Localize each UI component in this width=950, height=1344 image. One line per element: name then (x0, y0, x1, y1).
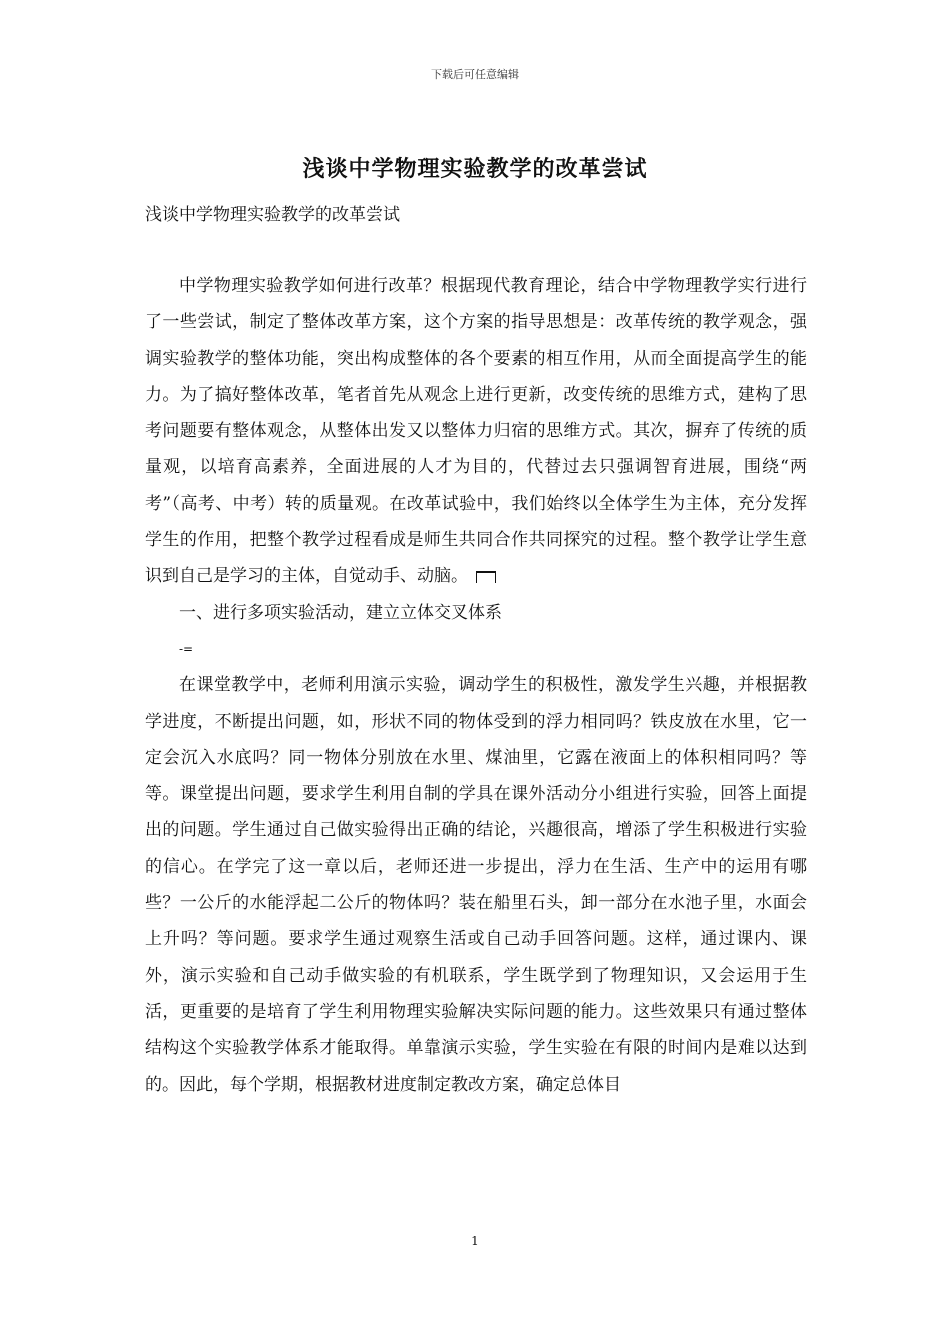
document-body (145, 268, 807, 1103)
paragraph-classroom: 在课堂教学中，老师利用演示实验，调动学生的积极性，激发学生兴趣，并根据教学进度，不断提出问题，如，形状不同的物体受到的浮力相同吗？铁皮放在水里，它一定会沉入水底吗？同一物体分别放在水里、煤油里，它露在液面上的体积相同吗？等等。课堂提出问题，要求学生利用自制的学具在课外活动分小组进行实验，回答上面提出的问题。学生通过自己做实验得出正确的结论，兴趣很高，增添了学生积极进行实验的信心。在学完了这一章以后，老师还进一步提出，浮力在生活、生产中的运用有哪些？一公斤的水能浮起二公斤的物体吗？装在船里石头，卸一部分在水池子里，水面会上升吗？等问题。要求学生通过观察生活或自己动手回答问题。这样，通过课内、课外，演示实验和自己动手做实验的有机联系，学生既学到了物理知识，又会运用于生活，更重要的是培育了学生利用物理实验解决实际问题的能力。这些效果只有通过整体结构这个实验教学体系才能取得。单靠演示实验，学生实验在有限的时间内是难以达到的。因此，每个学期，根据教材进度制定教改方案，确定总体目 (145, 675, 807, 1095)
document-title: 浅谈中学物理实验教学的改革尝试 (302, 156, 648, 182)
page-header-note: 下载后可任意编辑 (431, 68, 519, 81)
paragraph-intro-text: 中学物理实验教学如何进行改革？根据现代教育理论，结合中学物理教学实行进行了一些尝试，制定了整体改革方案，这个方案的指导思想是：改革传统的教学观念，强调实验教学的整体功能，突出构成整体的各个要素的相互作用，从而全面提高学生的能力。为了搞好整体改革，笔者首先从观念上进行更新，改变传统的思维方式，建构了思考问题要有整体观念，从整体出发又以整体力归宿的思维方式。其次，摒弃了传统的质量观，以培育高素养，全面进展的人才为目的，代替过去只强调智育进展，围绕“两考”（高考、中考）转的质量观。在改革试验中，我们始终以全体学生为主体，充分发挥学生的作用，把整个教学过程看成是师生共同合作共同探究的过程。整个教学让学生意识到自己是学习的主体，自觉动手、动脑。 (145, 276, 807, 587)
document-subtitle: 浅谈中学物理实验教学的改革尝试 (145, 205, 400, 225)
section-heading: 一、进行多项实验活动，建立立体交叉体系 (179, 602, 502, 623)
editing-mark-icon (476, 571, 496, 583)
stray-mark: -= (179, 641, 194, 656)
page-number: 1 (471, 1234, 479, 1248)
paragraph-intro (145, 268, 807, 595)
